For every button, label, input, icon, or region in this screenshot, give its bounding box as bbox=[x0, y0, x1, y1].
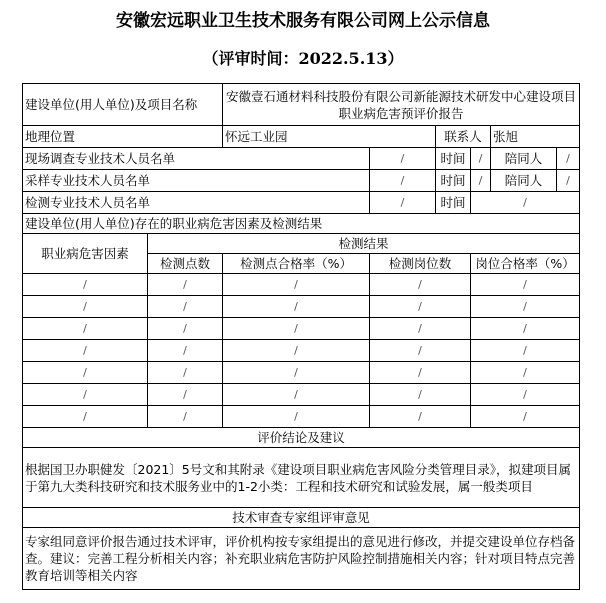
survey-companion-value: / bbox=[557, 148, 580, 170]
location-row bbox=[23, 126, 580, 148]
table-cell: / bbox=[471, 406, 580, 428]
page-title: 安徽宏远职业卫生技术服务有限公司网上公示信息 bbox=[116, 11, 490, 31]
table-cell: / bbox=[223, 274, 370, 296]
review-title-row bbox=[23, 508, 580, 528]
table-cell: / bbox=[23, 340, 148, 362]
table-cell: / bbox=[148, 362, 223, 384]
table-row bbox=[23, 362, 580, 384]
table-cell: / bbox=[223, 406, 370, 428]
survey-value: / bbox=[370, 148, 436, 170]
table-cell: / bbox=[370, 362, 471, 384]
table-cell: / bbox=[370, 274, 471, 296]
table-cell: / bbox=[23, 274, 148, 296]
contact-value: 张旭 bbox=[491, 126, 580, 148]
evaluation-text: 根据国卫办职健发〔2021〕5号文和其附录《建设项目职业病危害风险分类管理目录》，拟建项目属于第九大类科技研究和技术服务业中的1-2小类：工程和技术研究和试验发展，属一般类项目 bbox=[23, 448, 580, 508]
review-date: （评审时间：2022.5.13） bbox=[202, 49, 404, 68]
sampling-time-label: 时间 bbox=[436, 170, 471, 192]
hazard-section-row bbox=[23, 214, 580, 234]
table-cell: / bbox=[148, 340, 223, 362]
testing-label: 检测专业技术人员名单 bbox=[23, 192, 370, 214]
table-row bbox=[23, 340, 580, 362]
table-cell: / bbox=[23, 406, 148, 428]
table-cell: / bbox=[148, 384, 223, 406]
table-cell: / bbox=[471, 340, 580, 362]
table-cell: / bbox=[23, 362, 148, 384]
unit-label: 建设单位(用人单位)及项目名称 bbox=[23, 84, 223, 126]
table-cell: / bbox=[223, 384, 370, 406]
table-cell: / bbox=[370, 340, 471, 362]
table-cell: / bbox=[148, 274, 223, 296]
table-cell: / bbox=[23, 318, 148, 340]
table-cell: / bbox=[471, 384, 580, 406]
evaluation-text-row bbox=[23, 448, 580, 508]
review-text-row bbox=[23, 528, 580, 590]
table-cell: / bbox=[471, 318, 580, 340]
factor-header: 职业病危害因素 bbox=[23, 234, 148, 274]
testing-row bbox=[23, 192, 580, 214]
table-cell: / bbox=[148, 318, 223, 340]
survey-companion-label: 陪同人 bbox=[491, 148, 557, 170]
sampling-companion-label: 陪同人 bbox=[491, 170, 557, 192]
hazard-section-title: 建设单位(用人单位)存在的职业病危害因素及检测结果 bbox=[23, 214, 580, 234]
sampling-time-value: / bbox=[471, 170, 491, 192]
table-cell: / bbox=[471, 362, 580, 384]
table-row bbox=[23, 384, 580, 406]
evaluation-title: 评价结论及建议 bbox=[23, 428, 580, 448]
table-cell: / bbox=[223, 296, 370, 318]
column-header: 岗位合格率（%） bbox=[471, 254, 580, 274]
sampling-row bbox=[23, 170, 580, 192]
table-cell: / bbox=[223, 318, 370, 340]
location-label: 地理位置 bbox=[23, 126, 223, 148]
review-title: 技术审查专家组评审意见 bbox=[23, 508, 580, 528]
hazard-header-row-1 bbox=[23, 234, 580, 254]
table-cell: / bbox=[370, 318, 471, 340]
survey-time-label: 时间 bbox=[436, 148, 471, 170]
unit-value: 安徽壹石通材料科技股份有限公司新能源技术研发中心建设项目职业病危害预评价报告 bbox=[223, 84, 580, 126]
survey-row bbox=[23, 148, 580, 170]
table-cell: / bbox=[370, 406, 471, 428]
table-row bbox=[23, 296, 580, 318]
testing-time-label: 时间 bbox=[436, 192, 471, 214]
table-row bbox=[23, 274, 580, 296]
sampling-value: / bbox=[370, 170, 436, 192]
table-cell: / bbox=[370, 384, 471, 406]
table-cell: / bbox=[148, 296, 223, 318]
table-cell: / bbox=[148, 406, 223, 428]
contact-label: 联系人 bbox=[436, 126, 491, 148]
review-text: 专家组同意评价报告通过技术评审，评价机构按专家组提出的意见进行修改，并提交建设单位存档备查。建议：完善工程分析相关内容；补充职业病危害防护风险控制措施相关内容；针对项目特点完善教育培训等相关内容 bbox=[23, 528, 580, 590]
disclosure-table bbox=[22, 83, 580, 590]
survey-label: 现场调查专业技术人员名单 bbox=[23, 148, 370, 170]
unit-row bbox=[23, 84, 580, 126]
table-row bbox=[23, 318, 580, 340]
survey-time-value: / bbox=[471, 148, 491, 170]
table-cell: / bbox=[471, 296, 580, 318]
column-header: 检测岗位数 bbox=[370, 254, 471, 274]
location-value: 怀远工业园 bbox=[223, 126, 436, 148]
column-header: 检测点数 bbox=[148, 254, 223, 274]
table-cell: / bbox=[223, 340, 370, 362]
testing-time-value: / bbox=[471, 192, 580, 214]
table-cell: / bbox=[471, 274, 580, 296]
sampling-companion-value: / bbox=[557, 170, 580, 192]
testing-value: / bbox=[370, 192, 436, 214]
evaluation-title-row bbox=[23, 428, 580, 448]
table-cell: / bbox=[23, 296, 148, 318]
sampling-label: 采样专业技术人员名单 bbox=[23, 170, 370, 192]
table-cell: / bbox=[223, 362, 370, 384]
table-row bbox=[23, 406, 580, 428]
results-header: 检测结果 bbox=[148, 234, 580, 254]
table-cell: / bbox=[23, 384, 148, 406]
table-cell: / bbox=[370, 296, 471, 318]
column-header: 检测点合格率（%） bbox=[223, 254, 370, 274]
